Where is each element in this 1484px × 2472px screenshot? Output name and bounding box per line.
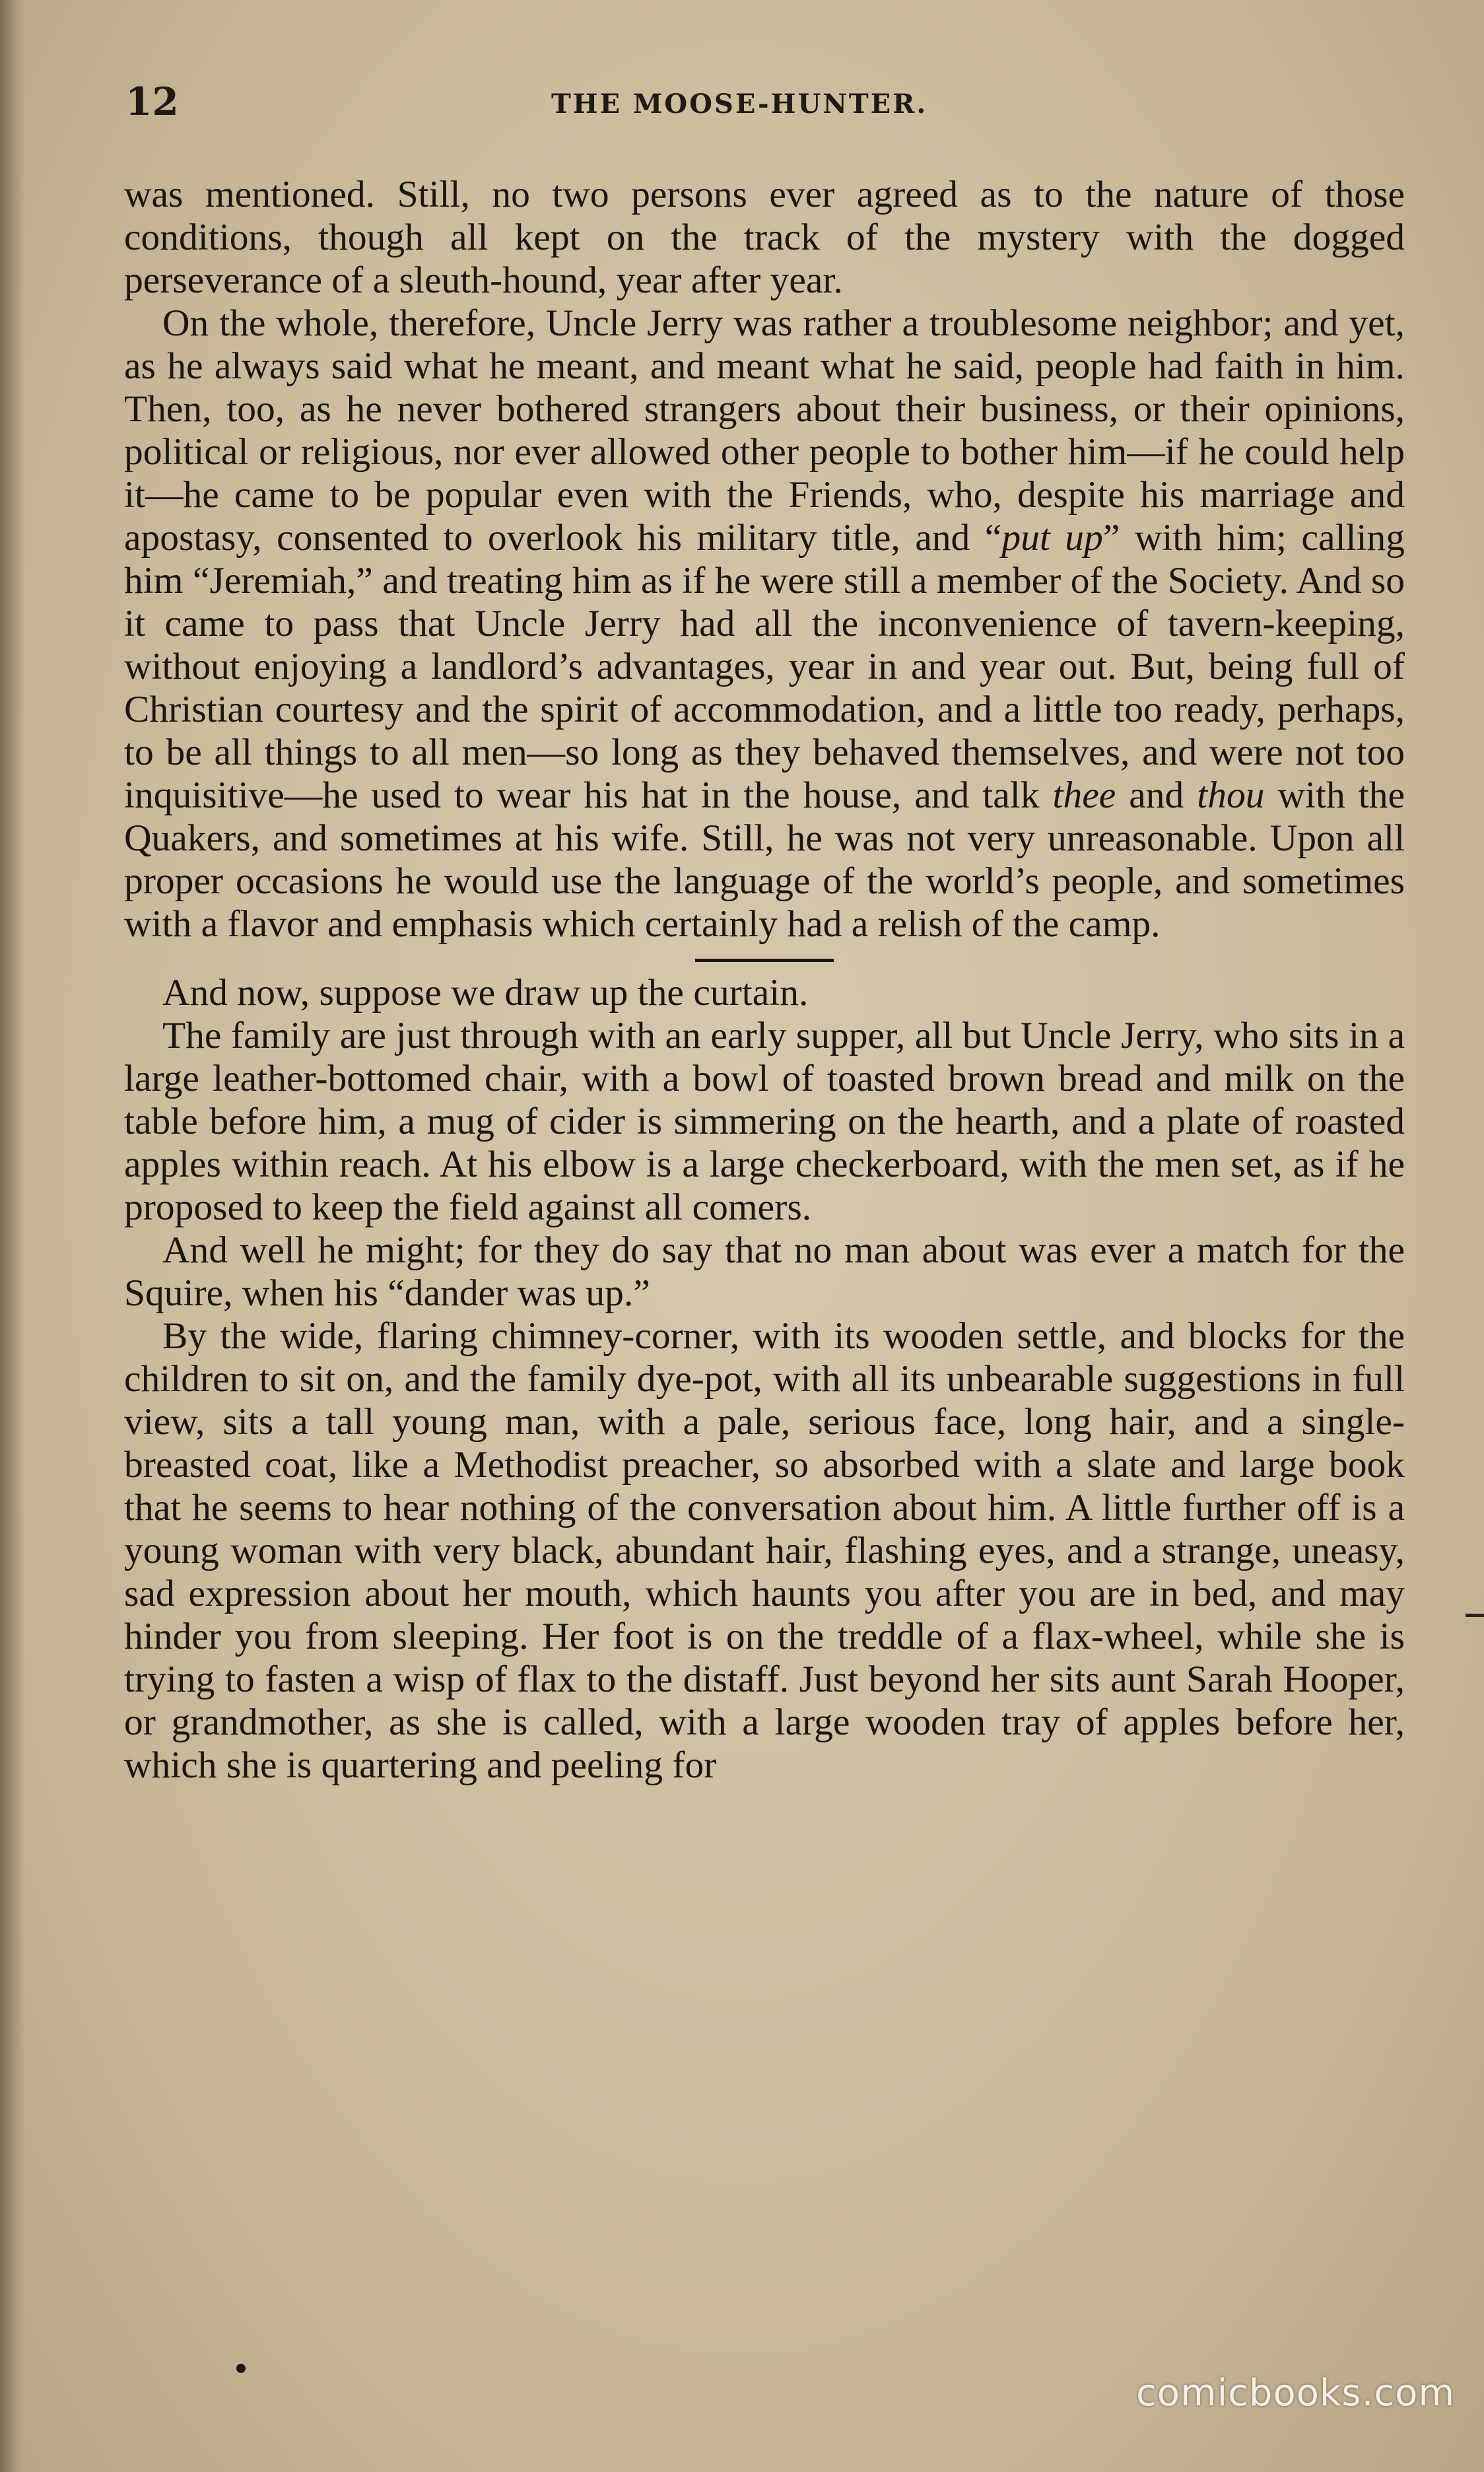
print-speck xyxy=(236,2364,246,2373)
paragraph-6: By the wide, flaring chimney-corner, with its wooden settle, and blocks for the children to sit on, and the family dye-pot, with all its unbearable suggestions in full view, sits a tall young man, with a pale, serious face, long hair, and a single-breasted coat, like a Methodist preacher, so absorbed with a slate and large book that he seems to hear nothing of the conversation about him. A little further off is a young woman with very black, abundant hair, flashing eyes, and a strange, uneasy, sad expression about her mouth, which haunts you after you are in bed, and may hinder you from sleeping. Her foot is on the treddle of a flax-wheel, while she is trying to fasten a wisp of flax to the distaff. Just beyond her sits aunt Sarah Hooper, or grandmother, as she is called, with a large wooden tray of apples before her, which she is quartering and peeling for xyxy=(124,1315,1405,1786)
section-divider xyxy=(695,959,834,962)
paragraph-5: And well he might; for they do say that no man about was ever a match for the Squire, when his “dander was up.” xyxy=(124,1229,1405,1314)
paragraph-3: And now, suppose we draw up the curtain. xyxy=(162,972,809,1013)
margin-mark xyxy=(1466,1614,1484,1617)
page-gutter-shadow xyxy=(0,0,25,2472)
paragraph-2-part-a: On the whole, therefore, Uncle Jerry was rather a troublesome neighbor; and yet, as he always said what he meant, and meant what he said, people had faith in him. Then, too, as he never bothered strangers about their business, or their opinions, political or religious, nor ever allowed other people to bother him—if he could help it—he came to be popular even with the Friends, who, despite his marriage and apostasy, consented to overlook his military title, and “put up” with him; calling him “Jeremiah,” and treating him as if he were still a member of the Society. And so it came to pass that Uncle Jerry had all the inconvenience of tavern-keeping, without enjoying a landlord’s advantages, year in and year out. But, being full of Christian courtesy and the spirit of accommodation, and a little too ready, perhaps, to be all things to all men—so long as they behaved themselves, and were not too inquisitive—he used to wear his hat in the house, and talk thee and thou with the Quakers, and sometimes at his wife. Still, he was not very unreasonable. Upon all proper occasions he would use the language of the world’s people, and sometimes with a flavor and emphasis which certainly had a relish of the camp. xyxy=(124,302,1405,945)
paragraph-4: The family are just through with an early supper, all but Uncle Jerry, who sits in a large leather-bottomed chair, with a bowl of toasted brown bread and milk on the table before him, a mug of cider is simmering on the hearth, and a plate of roasted apples within reach. At his elbow is a large checkerboard, with the men set, as if he proposed to keep the field against all comers. xyxy=(124,1015,1405,1228)
page-header xyxy=(125,79,1380,132)
paragraph-1: was mentioned. Still, no two persons ever agreed as to the nature of those conditions, though all kept on the track of the mystery with the dogged perseverance of a sleuth-hound, year after year. xyxy=(124,174,1405,301)
page-number: 12 xyxy=(125,79,179,124)
paragraph-2 xyxy=(124,302,1405,945)
running-head: THE MOOSE-HUNTER. xyxy=(551,88,928,120)
body-text xyxy=(124,173,1405,1787)
watermark: comicbooks.com xyxy=(1135,2372,1455,2415)
